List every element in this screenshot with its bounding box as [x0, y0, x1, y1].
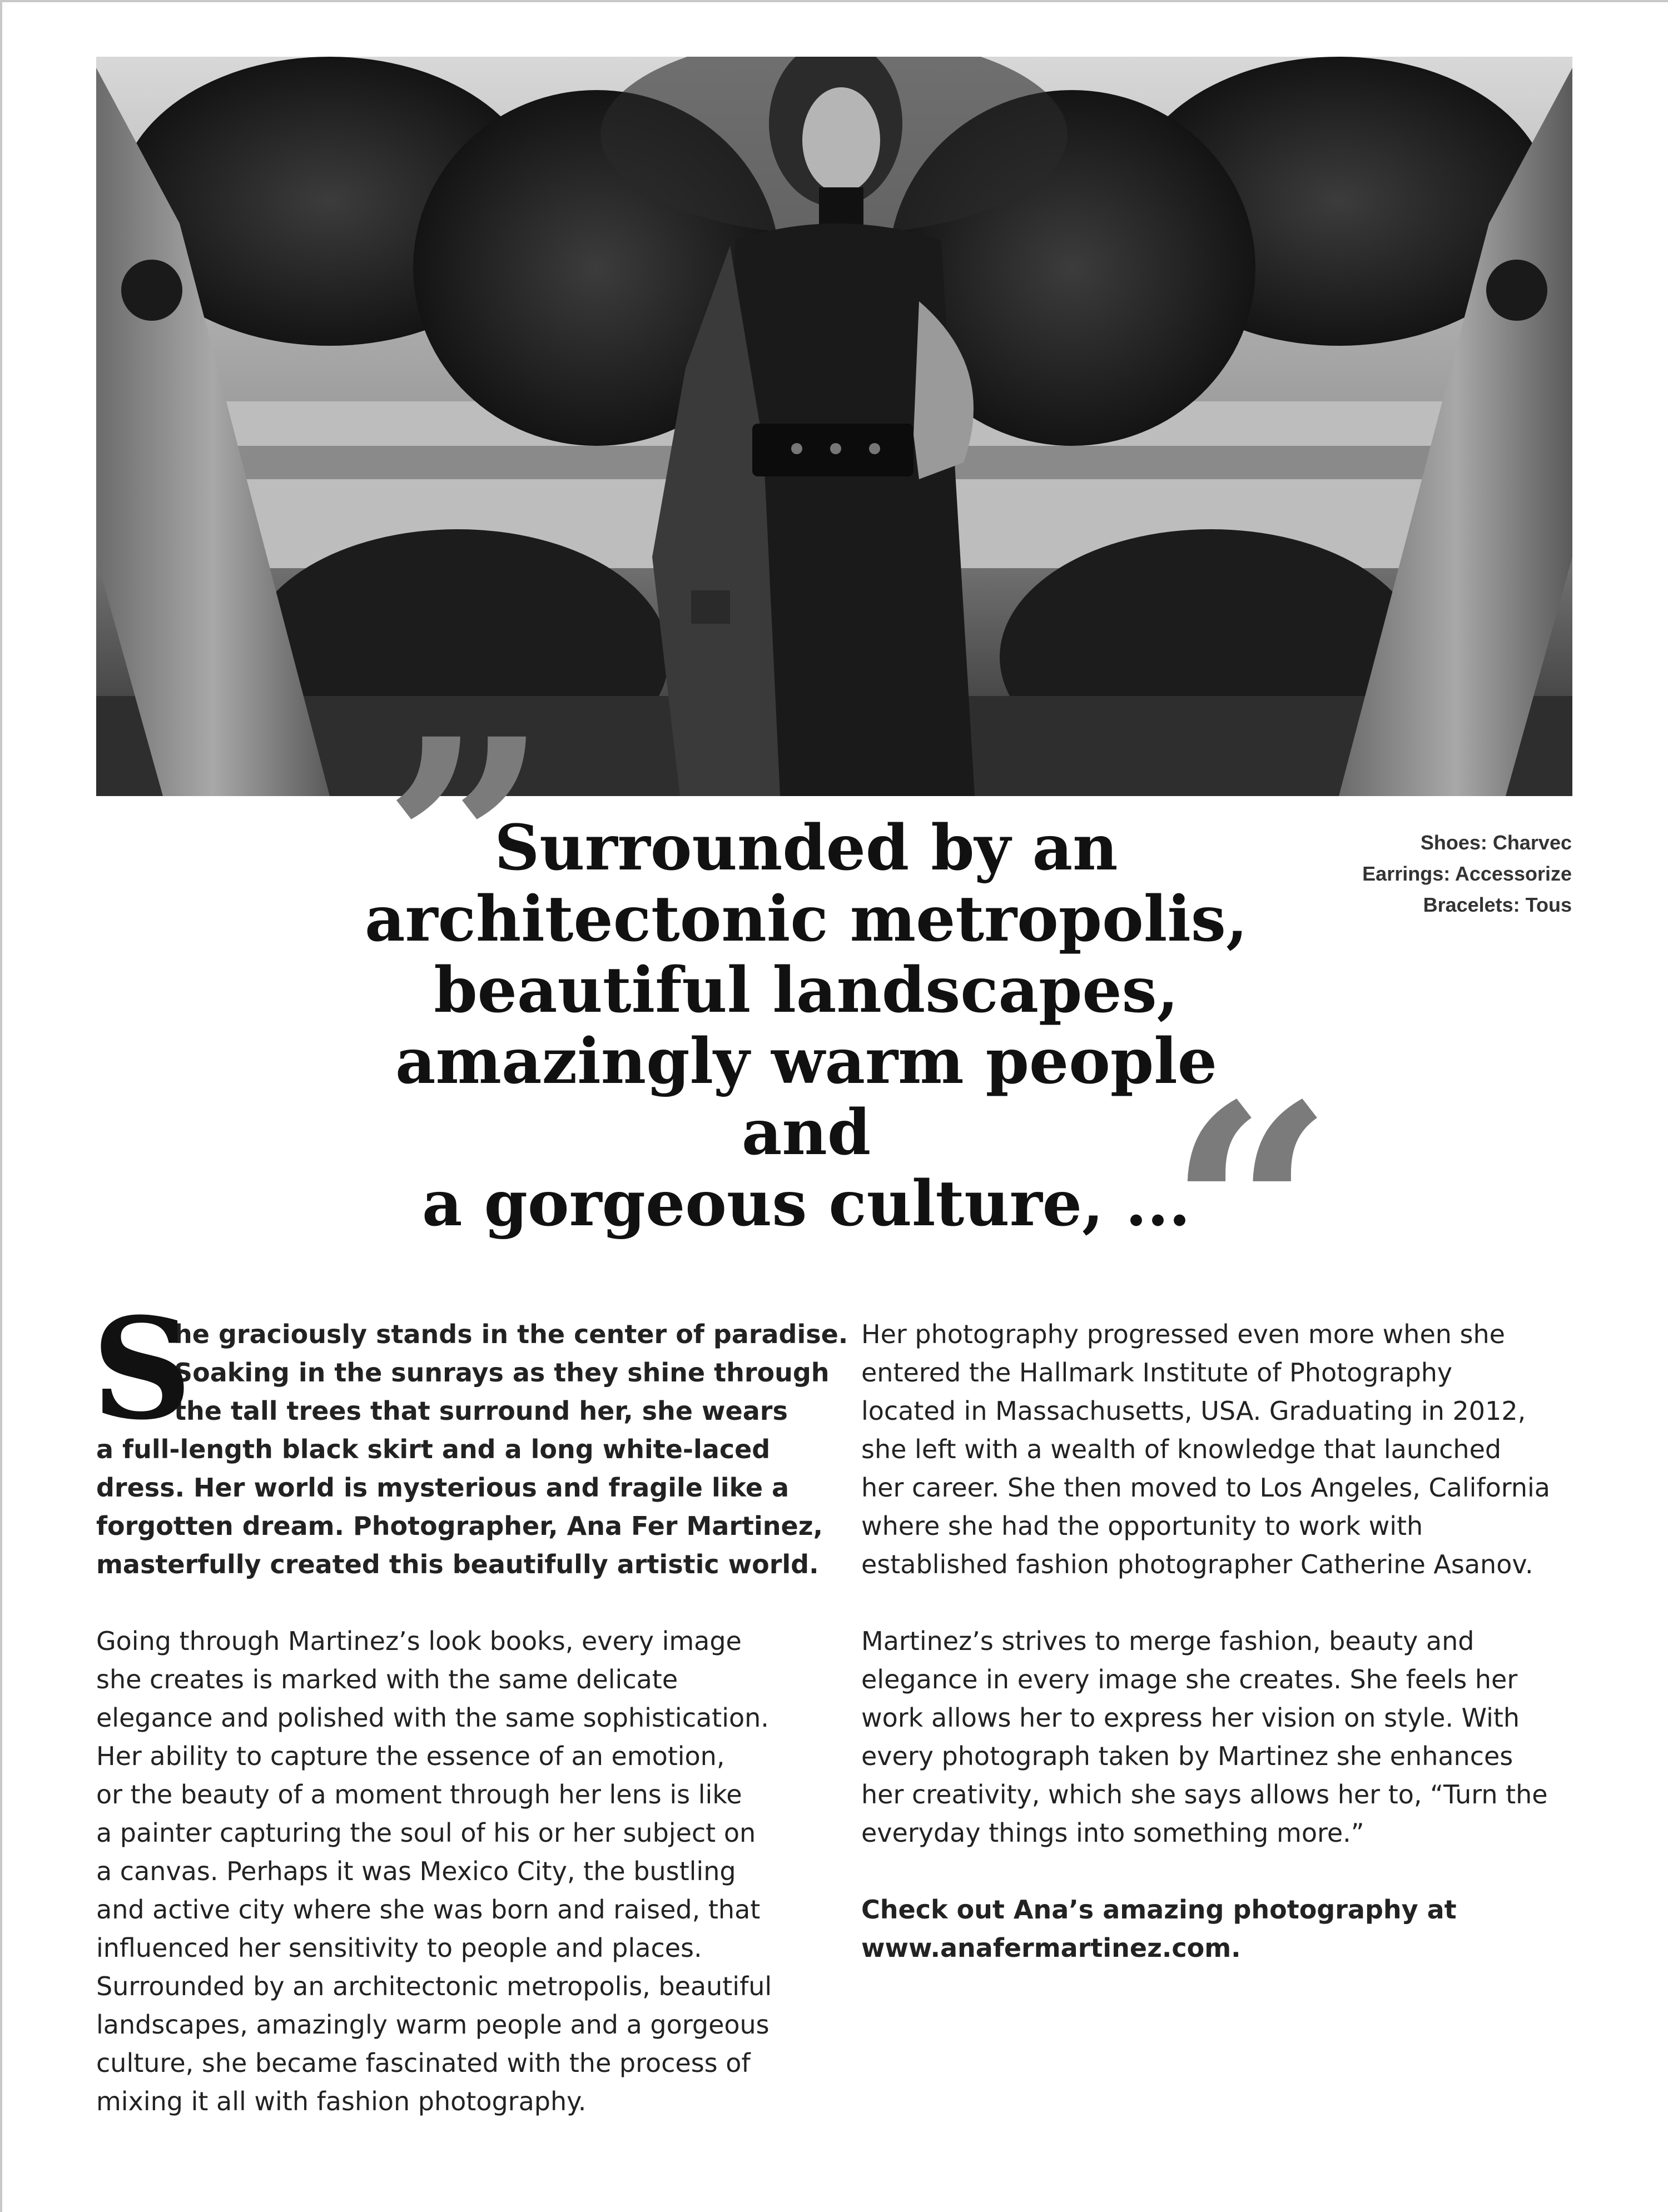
text-line: he graciously stands in the center of paradise. [174, 1319, 848, 1349]
text-line: or the beauty of a moment through her lens is like [96, 1779, 742, 1810]
text-line: Martinez’s strives to merge fashion, beauty and [861, 1626, 1475, 1656]
text-line: her career. She then moved to Los Angeles, California [861, 1473, 1550, 1503]
credit-shoes: Shoes: Charvec [1420, 831, 1572, 854]
text-line: located in Massachusetts, USA. Graduating in 2012, [861, 1396, 1526, 1426]
text-line: masterfully created this beautifully artistic world. [96, 1549, 819, 1579]
text-line: culture, she became fascinated with the process of [96, 2048, 751, 2078]
text-line: Check out Ana’s amazing photography at [861, 1895, 1457, 1925]
call-to-action [861, 1891, 1556, 1967]
page-border-left [0, 0, 2, 2212]
text-line: a canvas. Perhaps it was Mexico City, the bustling [96, 1856, 736, 1886]
text-line: Soaking in the sunrays as they shine through [174, 1358, 830, 1388]
close-quote-mark: “ [1168, 1042, 1334, 1381]
drop-cap: S [92, 1287, 192, 1450]
text-line: she left with a wealth of knowledge that launched [861, 1434, 1502, 1464]
text-line: Her photography progressed even more when she [861, 1319, 1505, 1349]
text-line: elegance in every image she creates. She feels her [861, 1664, 1518, 1694]
text-line: Going through Martinez’s look books, every image [96, 1626, 742, 1656]
text-line: a full-length black skirt and a long white-laced [96, 1434, 771, 1464]
pull-quote-line: architectonic metropolis, [365, 883, 1248, 956]
credit-earrings: Earrings: Accessorize [1362, 862, 1572, 885]
pull-quote-line: Surrounded by an [494, 812, 1118, 884]
text-line: Surrounded by an architectonic metropolis, beautiful [96, 1971, 772, 2001]
text-line: and active city where she was born and raised, that [96, 1895, 761, 1925]
text-line: she creates is marked with the same delicate [96, 1664, 678, 1694]
text-line: entered the Hallmark Institute of Photography [861, 1358, 1453, 1388]
text-line: every photograph taken by Martinez she enhances [861, 1741, 1513, 1771]
fashion-photo [96, 57, 1572, 796]
text-line: elegance and polished with the same sophistication. [96, 1703, 769, 1733]
text-line: influenced her sensitivity to people and places. [96, 1933, 702, 1963]
article-column-left [92, 1287, 848, 2159]
article-column-right [861, 1315, 1556, 2006]
text-line: the tall trees that surround her, she wears [174, 1396, 788, 1426]
lead-paragraph [92, 1287, 848, 1584]
paragraph-vision [861, 1622, 1556, 1852]
text-line: a painter capturing the soul of his or her subject on [96, 1818, 756, 1848]
wardrobe-credits [1362, 827, 1572, 921]
paragraph-education [861, 1315, 1556, 1584]
text-line: her creativity, which she says allows her to, “Turn the [861, 1779, 1548, 1810]
website-link[interactable]: www.anafermartinez.com. [861, 1933, 1241, 1963]
paragraph-look-books [96, 1622, 791, 2121]
pull-quote-line: a gorgeous culture, ... [422, 1167, 1190, 1240]
text-line: landscapes, amazingly warm people and a gorgeous [96, 2010, 770, 2040]
text-line: mixing it all with fashion photography. [96, 2086, 587, 2116]
text-line: Her ability to capture the essence of an emotion, [96, 1741, 725, 1771]
text-line: established fashion photographer Catherine Asanov. [861, 1549, 1533, 1579]
text-line: where she had the opportunity to work with [861, 1511, 1423, 1541]
text-line: forgotten dream. Photographer, Ana Fer Martinez, [96, 1511, 823, 1541]
pull-quote-line: beautiful landscapes, [434, 954, 1179, 1027]
open-quote-mark: ” [383, 676, 549, 1016]
pull-quote-line: amazingly warm people and [395, 1025, 1218, 1169]
pull-quote [334, 813, 1279, 1240]
text-line: work allows her to express her vision on style. With [861, 1703, 1520, 1733]
text-line: everyday things into something more.” [861, 1818, 1364, 1848]
credit-bracelets: Bracelets: Tous [1423, 893, 1572, 916]
text-line: dress. Her world is mysterious and fragile like a [96, 1473, 790, 1503]
page-border-top [0, 0, 1668, 2]
